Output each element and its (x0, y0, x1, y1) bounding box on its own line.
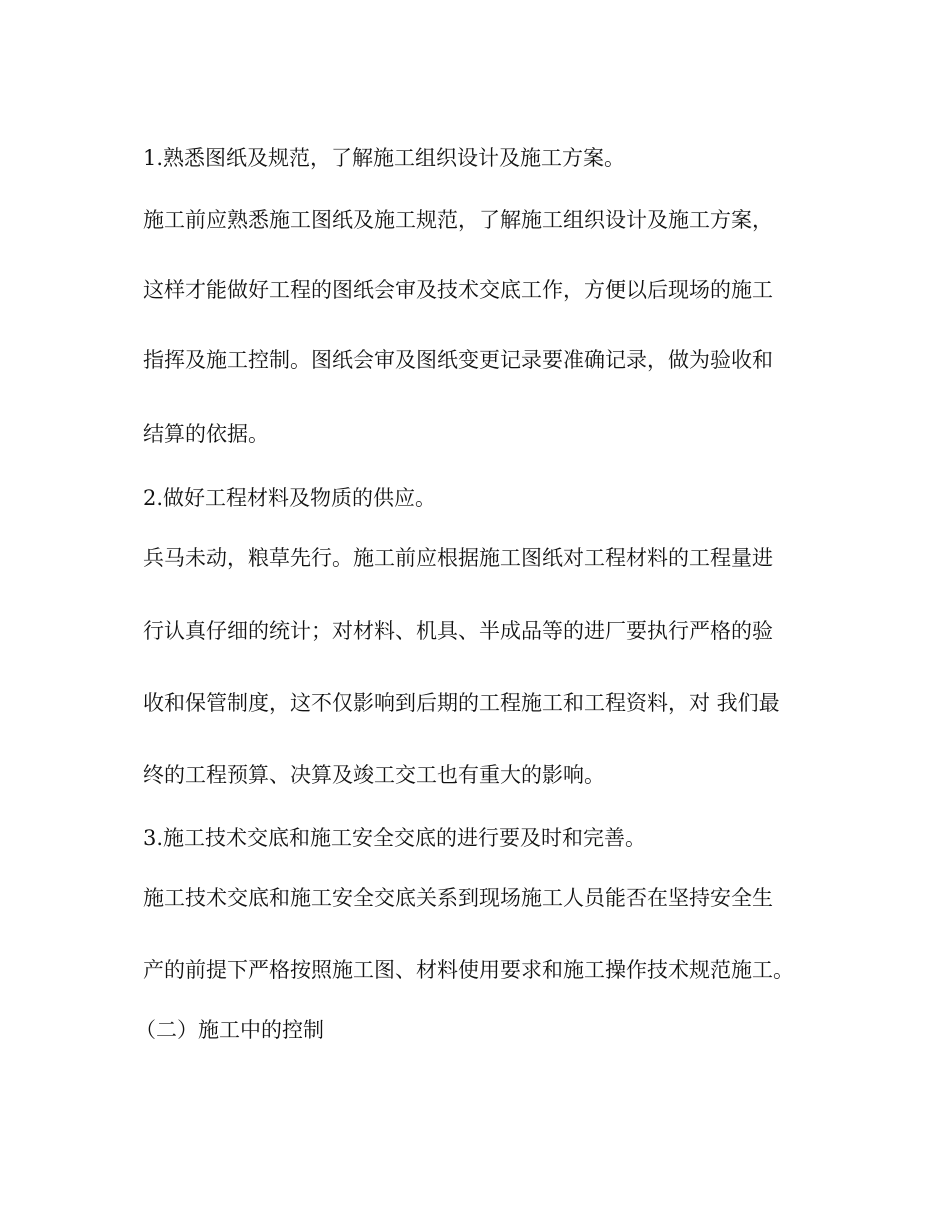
paragraph-line: 收和保管制度，这不仅影响到后期的工程施工和工程资料，对 我们最 (143, 691, 780, 715)
paragraph-line: 行认真仔细的统计；对材料、机具、半成品等的进厂要执行严格的验 (143, 619, 773, 643)
paragraph-line: 结算的依据。 (143, 422, 269, 446)
paragraph-line: 指挥及施工控制。图纸会审及图纸变更记录要准确记录，做为验收和 (143, 348, 773, 372)
heading-1: 1.熟悉图纸及规范，了解施工组织设计及施工方案。 (143, 146, 626, 170)
paragraph-line: 终的工程预算、决算及竣工交工也有重大的影响。 (143, 763, 605, 787)
section-heading: （二）施工中的控制 (135, 1018, 324, 1042)
paragraph-line: 施工技术交底和施工安全交底关系到现场施工人员能否在坚持安全生 (143, 886, 773, 910)
paragraph-line: 兵马未动，粮草先行。施工前应根据施工图纸对工程材料的工程量进 (143, 546, 773, 570)
heading-3: 3.施工技术交底和施工安全交底的进行要及时和完善。 (143, 826, 647, 850)
paragraph-line: 施工前应熟悉施工图纸及施工规范，了解施工组织设计及施工方案， (143, 208, 773, 232)
heading-2: 2.做好工程材料及物质的供应。 (143, 486, 437, 510)
paragraph-line: 这样才能做好工程的图纸会审及技术交底工作，方便以后现场的施工 (143, 278, 773, 302)
paragraph-line: 产的前提下严格按照施工图、材料使用要求和施工操作技术规范施工。 (143, 958, 794, 982)
